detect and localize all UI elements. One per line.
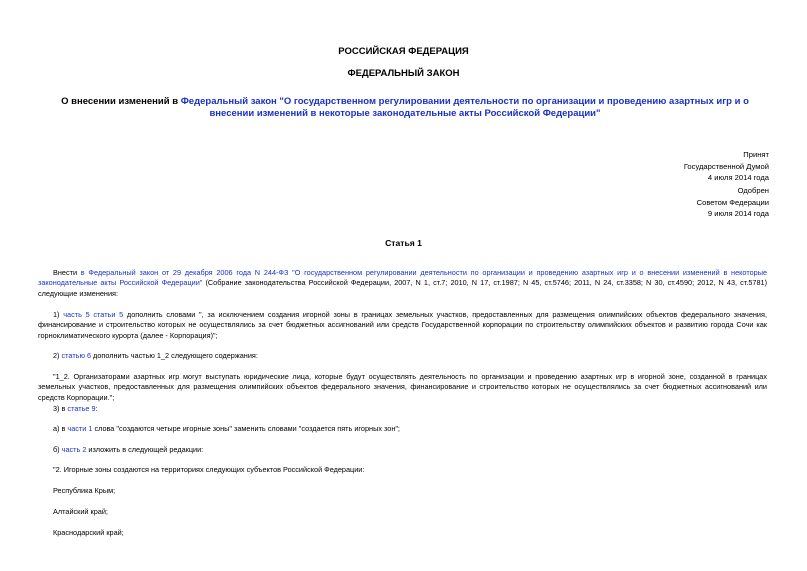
- item-3-text: :: [95, 404, 98, 413]
- part-2-link[interactable]: часть 2: [61, 445, 87, 454]
- adoption-duma-date: 4 июля 2014 года: [707, 173, 769, 182]
- part-5-article-5-link[interactable]: часть 5 статьи 5: [63, 310, 124, 319]
- item-3-paragraph: [38, 404, 767, 414]
- item-3a-text: слова "создаются четыре игорные зоны" заменить словами "создается пять игорных зон";: [92, 424, 400, 433]
- article-6-link[interactable]: статью 6: [61, 351, 92, 360]
- law-type-heading: ФЕДЕРАЛЬНЫЙ ЗАКОН: [347, 68, 460, 79]
- region-item: Краснодарский край;: [53, 528, 124, 537]
- law-244-fz-link[interactable]: в Федеральный закон от 29 декабря 2006 года N 244-ФЗ "О государственном регулировании деятельности по организации и проведению азартных игр и о внесении изменений в некоторые законодательные акты Российской Федерации": [38, 268, 767, 288]
- adoption-council-date: 9 июля 2014 года: [707, 209, 769, 218]
- item-3a-paragraph: [38, 424, 767, 434]
- adoption-duma-line: Государственной Думой: [683, 161, 769, 171]
- item-1-paragraph: [38, 310, 767, 341]
- part-1-link[interactable]: части 1: [67, 424, 93, 433]
- federation-heading: РОССИЙСКАЯ ФЕДЕРАЦИЯ: [338, 46, 469, 57]
- item-1-number: 1): [53, 310, 64, 319]
- amended-law-link[interactable]: Федеральный закон "О государственном регулировании деятельности по организации и проведению азартных игр и о внесении изменений в некоторые законодательные акты Российской Федерации": [180, 96, 749, 119]
- region-item: Алтайский край;: [53, 507, 108, 516]
- quote-part-1-2: "1_2. Организаторами азартных игр могут выступать юридические лица, которые будут осуществлять деятельность по организации и проведению азартных игр в игорной зоне, созданной в границах земельных участков, предоставленных для размещения олимпийских объектов федерального значения, финансирование и строительство которых не осуществлялись за счет бюджетных ассигнований или средств Корпорации.";: [38, 372, 767, 402]
- adoption-council-line: Одобрен: [737, 186, 769, 195]
- item-3-number: 3) в: [53, 404, 68, 413]
- adoption-council-block: [697, 185, 769, 220]
- item-2-text: дополнить частью 1_2 следующего содержания:: [91, 351, 258, 360]
- intro-prefix: Внести: [53, 268, 81, 277]
- item-3a-prefix: а) в: [53, 424, 68, 433]
- item-2-paragraph: [38, 351, 767, 361]
- adoption-council-line: Советом Федерации: [696, 197, 769, 207]
- article-heading: Статья 1: [385, 238, 422, 248]
- article-9-link[interactable]: статье 9: [67, 404, 96, 413]
- law-title-prefix: О внесении изменений в: [61, 96, 181, 107]
- adoption-duma-block: [684, 149, 769, 184]
- law-title: [60, 96, 750, 120]
- region-item: Республика Крым;: [53, 486, 116, 495]
- item-3b-prefix: б): [53, 445, 62, 454]
- quote-part-2: "2. Игорные зоны создаются на территориях следующих субъектов Российской Федерации:: [53, 465, 365, 474]
- adoption-duma-line: Принят: [743, 150, 769, 159]
- item-3b-text: изложить в следующей редакции:: [86, 445, 204, 454]
- intro-suffix: (Собрание законодательства Российской Федерации, 2007, N 1, ст.7; 2010, N 17, ст.1987; N 45, ст.5746; 2011, N 24, ст.3358; N 30, ст.4590; 2012, N 43, ст.5781) следующие изменения:: [38, 278, 768, 298]
- item-1-text: дополнить словами ", за исключением создания игорной зоны в границах земельных участков, предоставленных для размещения олимпийских объектов федерального значения, финансирование и строительство которых не осуществлялись за счет бюджетных ассигнований или средств Государственной корпорации по строительству олимпийских объектов и развитию города Сочи как горноклиматического курорта (далее - Корпорация)";: [38, 310, 767, 340]
- item-3b-paragraph: [38, 445, 767, 455]
- intro-paragraph: [38, 268, 767, 299]
- item-2-number: 2): [53, 351, 62, 360]
